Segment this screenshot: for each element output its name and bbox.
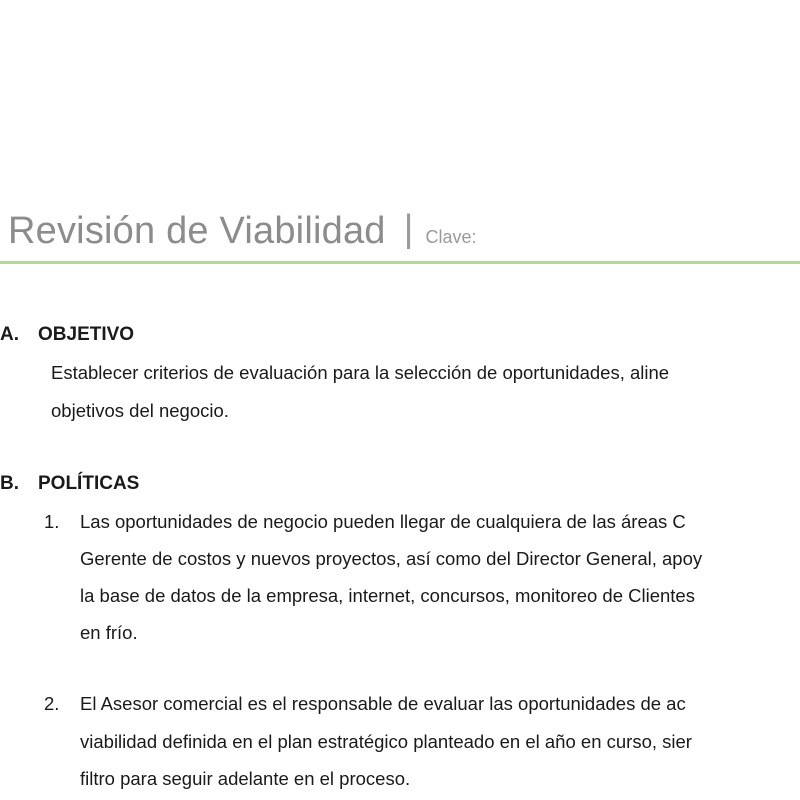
header-divider	[0, 261, 800, 264]
section-objetivo-heading	[0, 324, 134, 346]
objetivo-text-line: objetivos del negocio.	[51, 400, 229, 421]
objetivo-text-line: Establecer criterios de evaluación para la selección de oportunidades, aline	[51, 362, 670, 383]
clave-label: Clave:	[425, 227, 477, 247]
policy-text-line: viabilidad definida en el plan estratégico planteado en el año en curso, sier	[80, 731, 692, 752]
title-separator: |	[403, 208, 414, 250]
section-letter: A.	[0, 324, 19, 345]
policy-text-line: Gerente de costos y nuevos proyectos, así como del Director General, apoy	[80, 548, 703, 569]
policy-number: 2.	[44, 693, 60, 714]
policy-text-line: filtro para seguir adelante en el proceso.	[80, 768, 411, 789]
policy-number: 1.	[44, 511, 60, 532]
section-politicas-heading	[0, 473, 139, 495]
document-title: Revisión de Viabilidad	[8, 210, 386, 252]
section-title: OBJETIVO	[38, 324, 135, 345]
section-title: POLÍTICAS	[38, 473, 140, 494]
document-header	[8, 210, 477, 253]
policy-text-line: la base de datos de la empresa, internet, concursos, monitoreo de Clientes	[80, 585, 695, 606]
policy-text-line: en frío.	[80, 622, 138, 643]
policy-text-line: Las oportunidades de negocio pueden llegar de cualquiera de las áreas C	[80, 511, 686, 532]
section-letter: B.	[0, 473, 19, 494]
policy-text-line: El Asesor comercial es el responsable de evaluar las oportunidades de ac	[80, 693, 686, 714]
